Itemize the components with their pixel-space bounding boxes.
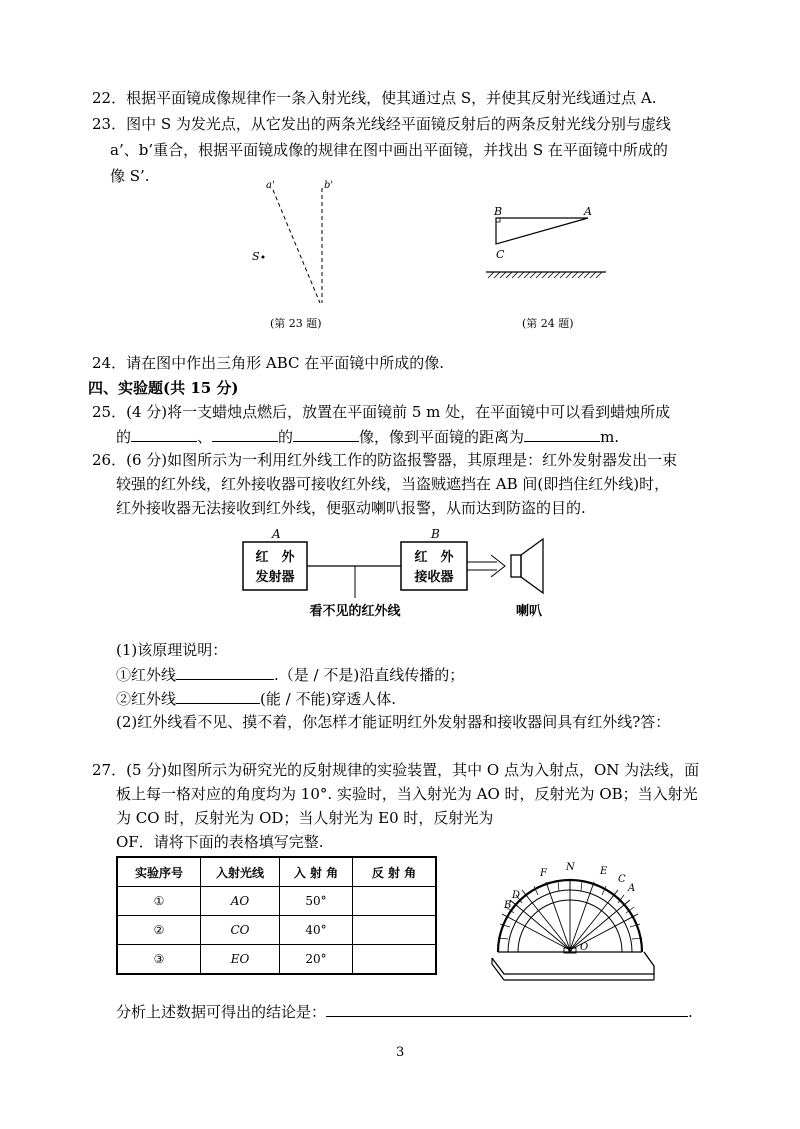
question-22: 22．根据平面镜成像规律作一条入射光线，使其通过点 S，并使其反射光线通过点 A.: [92, 89, 657, 107]
question-24: 24．请在图中作出三角形 ABC 在平面镜中所成的像.: [92, 354, 445, 372]
reflection-angle-cell-1[interactable]: [353, 887, 437, 916]
answer-blank-25-3[interactable]: [293, 426, 359, 442]
question-27-line4: OF．请将下面的表格填写完整.: [116, 833, 324, 851]
dashed-line-a: [273, 190, 320, 303]
question-26-line1: 26．(6 分)如图所示为一利用红外线工作的防盗报警器，其原理是：红外发射器发出一束: [92, 451, 678, 469]
svg-text:红 外: 红 外: [255, 550, 295, 565]
table-row: ① AO 50°: [117, 887, 436, 916]
answer-blank-25-2[interactable]: [212, 426, 278, 442]
svg-text:D: D: [512, 890, 521, 901]
answer-blank-26-1[interactable]: [176, 664, 274, 680]
label-speaker: 喇叭: [515, 604, 543, 619]
table-header-row: 实验序号 入射光线 入 射 角 反 射 角: [117, 857, 436, 887]
base-board: [492, 952, 654, 974]
figure-23: [240, 178, 350, 308]
svg-text:发射器: 发射器: [255, 570, 295, 585]
svg-text:A: A: [628, 883, 636, 894]
question-27-line2: 板上每一格对应的角度均为 10°. 实验时，当入射光为 AO 时，反射光为 OB；当入射光: [116, 785, 698, 803]
experiment-table: [116, 856, 437, 975]
svg-text:E: E: [600, 866, 608, 877]
reflection-angle-cell-3[interactable]: [353, 945, 437, 975]
table-row: ② CO 40°: [117, 916, 436, 945]
svg-text:B: B: [504, 900, 512, 911]
label-b-prime: b': [324, 180, 334, 191]
label-emitter-a: A: [272, 527, 281, 541]
question-26-part1a: ①红外线 .（是 / 不是)沿直线传播的；: [116, 666, 465, 684]
label-b: B: [494, 205, 503, 218]
question-27-line1: 27．(5 分)如图所示为研究光的反射规律的实验装置，其中 O 点为入射点，ON 为法线，面: [92, 761, 700, 779]
question-26-part2: (2)红外线看不见、摸不着，你怎样才能证明红外发射器和接收器间具有红外线?答：: [116, 713, 671, 731]
reflection-angle-cell-2[interactable]: [353, 916, 437, 945]
label-receiver-b: B: [431, 527, 440, 541]
svg-text:F: F: [540, 868, 547, 879]
question-23-line1: 23．图中 S 为发光点，从它发出的两条光线经平面镜反射后的两条反射光线分别与虚线: [92, 115, 671, 133]
figure-27-protractor: [478, 848, 668, 988]
answer-blank-25-1[interactable]: [131, 426, 197, 442]
point-s: [262, 256, 265, 259]
arrow-icon: [467, 555, 505, 577]
ray-lines: [502, 880, 638, 950]
question-25-line2: 的 、 的 像，像到平面镜的距离为 m.: [116, 428, 620, 446]
figure-24: [480, 200, 610, 285]
point-o: [568, 948, 572, 952]
svg-text:N: N: [566, 862, 575, 873]
question-27-line3: 为 CO 时，反射光为 OD；当人射光为 E0 时，反射光为: [116, 809, 494, 827]
question-23-line3: 像 S’.: [110, 167, 150, 185]
figure-26-alarm-diagram: [235, 525, 565, 625]
svg-text:C: C: [618, 874, 626, 885]
conclusion-line: 分析上述数据可得出的结论是： .: [116, 1003, 693, 1021]
answer-blank-26-2[interactable]: [176, 688, 260, 704]
label-a-prime: a': [266, 180, 275, 191]
question-25-line1: 25．(4 分)将一支蜡烛点燃后，放置在平面镜前 5 m 处，在平面镜中可以看到蜡烛所成: [92, 403, 671, 421]
section-title-experiments: 四、实验题(共 15 分): [88, 379, 239, 397]
svg-text:红 外: 红 外: [414, 550, 454, 565]
question-26-part1b: ②红外线 (能 / 不能)穿透人体.: [116, 690, 397, 708]
answer-blank-25-4[interactable]: [524, 426, 600, 442]
caption-fig23: (第 23 题): [270, 317, 322, 330]
page-number: 3: [396, 1045, 405, 1060]
question-26-line3: 红外接收器无法接收到红外线，便驱动喇叭报警，从而达到防盗的目的.: [116, 499, 586, 517]
speaker-icon: [511, 539, 543, 593]
triangle-abc: [496, 218, 588, 244]
question-23-line2: a’、b’重合，根据平面镜成像的规律在图中画出平面镜，并找出 S 在平面镜中所成的: [110, 141, 668, 159]
question-26-line2: 较强的红外线，红外接收器可接收红外线，当盗贼遮挡在 AB 间(即挡住红外线)时，: [116, 475, 670, 493]
label-invisible-ir: 看不见的红外线: [309, 604, 401, 619]
mirror-hatch: [488, 272, 602, 278]
label-a: A: [584, 205, 592, 218]
caption-fig24: (第 24 题): [522, 317, 574, 330]
label-s: S: [252, 250, 260, 263]
svg-text:O: O: [580, 942, 589, 953]
answer-blank-conclusion[interactable]: [326, 1001, 688, 1017]
question-26-part1: (1)该原理说明：: [116, 641, 228, 659]
label-c: C: [496, 248, 505, 261]
table-row: ③ EO 20°: [117, 945, 436, 975]
svg-text:接收器: 接收器: [414, 570, 454, 585]
